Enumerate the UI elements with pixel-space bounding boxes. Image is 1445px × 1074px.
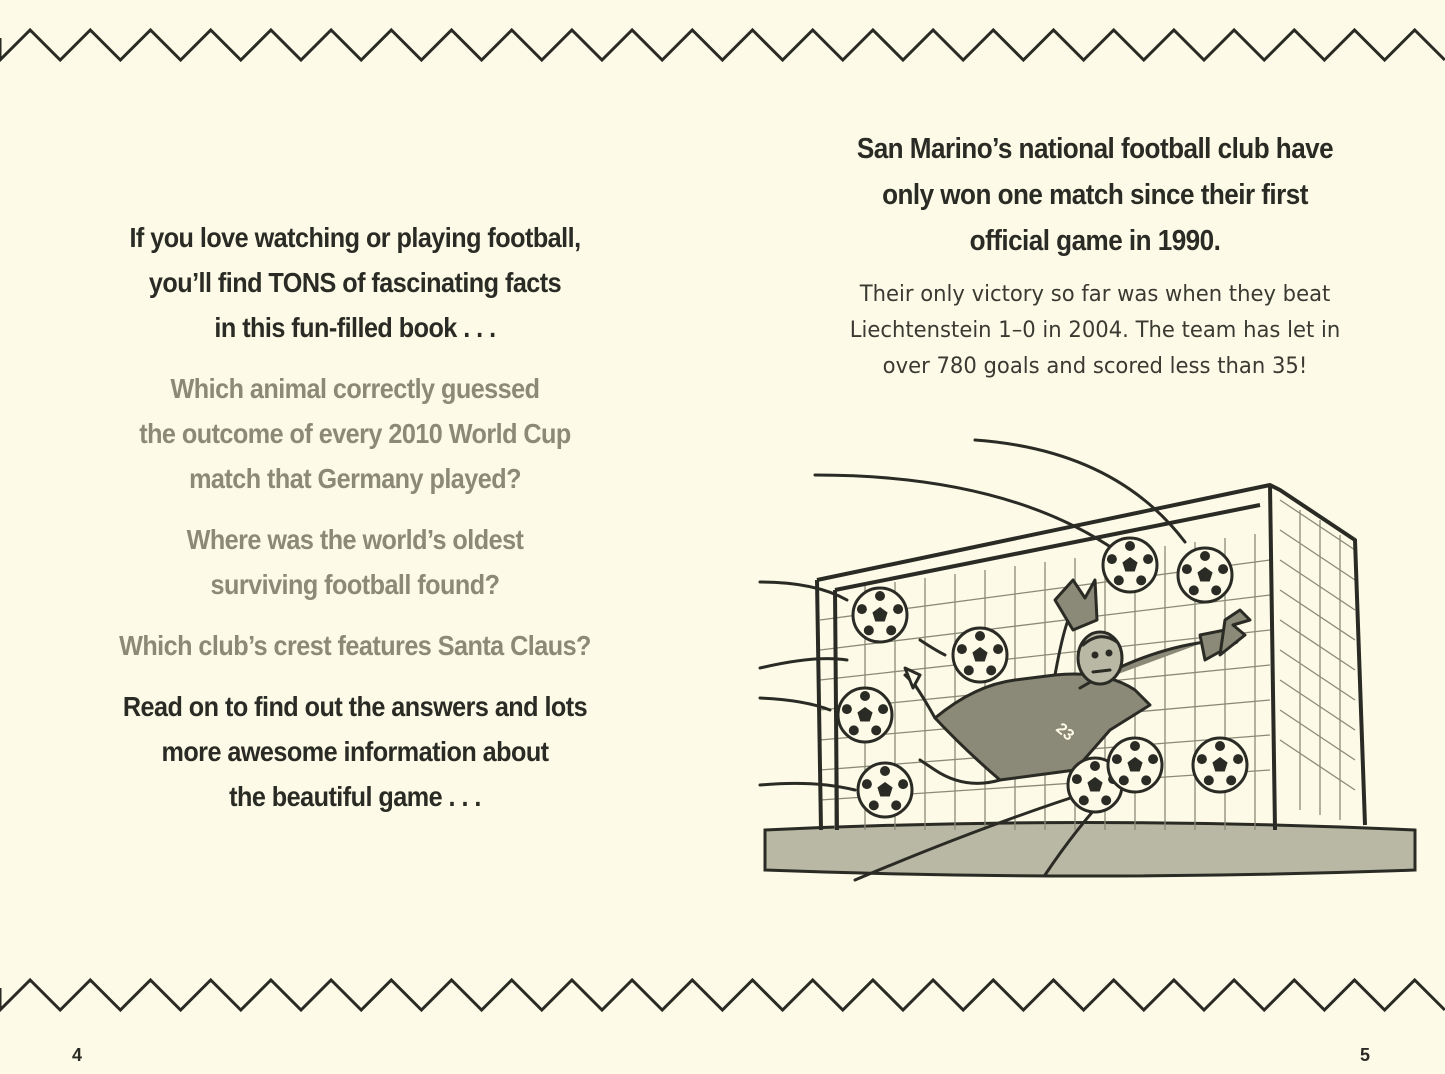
page-number-right: 5 <box>1360 1045 1371 1065</box>
outro-text: Read on to find out the answers and lots more awesome information about the beautiful game . . . <box>122 691 588 812</box>
football-icon <box>1108 738 1162 792</box>
football-icon <box>1193 738 1247 792</box>
football-icon <box>953 628 1007 682</box>
question-oldest-football: Where was the world’s oldest surviving football found? <box>186 524 524 600</box>
shirt-number: 23 <box>1052 720 1077 745</box>
bottom-zigzag-border <box>0 968 1445 1028</box>
page-number-left: 4 <box>72 1045 83 1065</box>
left-page-content <box>60 215 650 835</box>
goalkeeper-diving-illustration <box>755 430 1425 890</box>
football-icon <box>1178 548 1232 602</box>
top-zigzag-border <box>0 18 1445 78</box>
football-icon <box>853 588 907 642</box>
football-icon <box>838 688 892 742</box>
fact-body: Their only victory so far was when they beat Liechtenstein 1–0 in 2004. The team has let in over 780 goals and scored less than 35! <box>849 282 1341 379</box>
question-animal: Which animal correctly guessed the outcome of every 2010 World Cup match that Germany played? <box>139 373 571 494</box>
fact-heading: San Marino’s national football club have only won one match since their first official game in 1990. <box>856 133 1334 257</box>
football-icon <box>858 763 912 817</box>
football-icon <box>1103 538 1157 592</box>
intro-text: If you love watching or playing football, you’ll find TONS of fascinating facts in this fun-filled book . . . <box>129 222 581 343</box>
question-santa-crest: Which club’s crest features Santa Claus? <box>119 630 591 661</box>
